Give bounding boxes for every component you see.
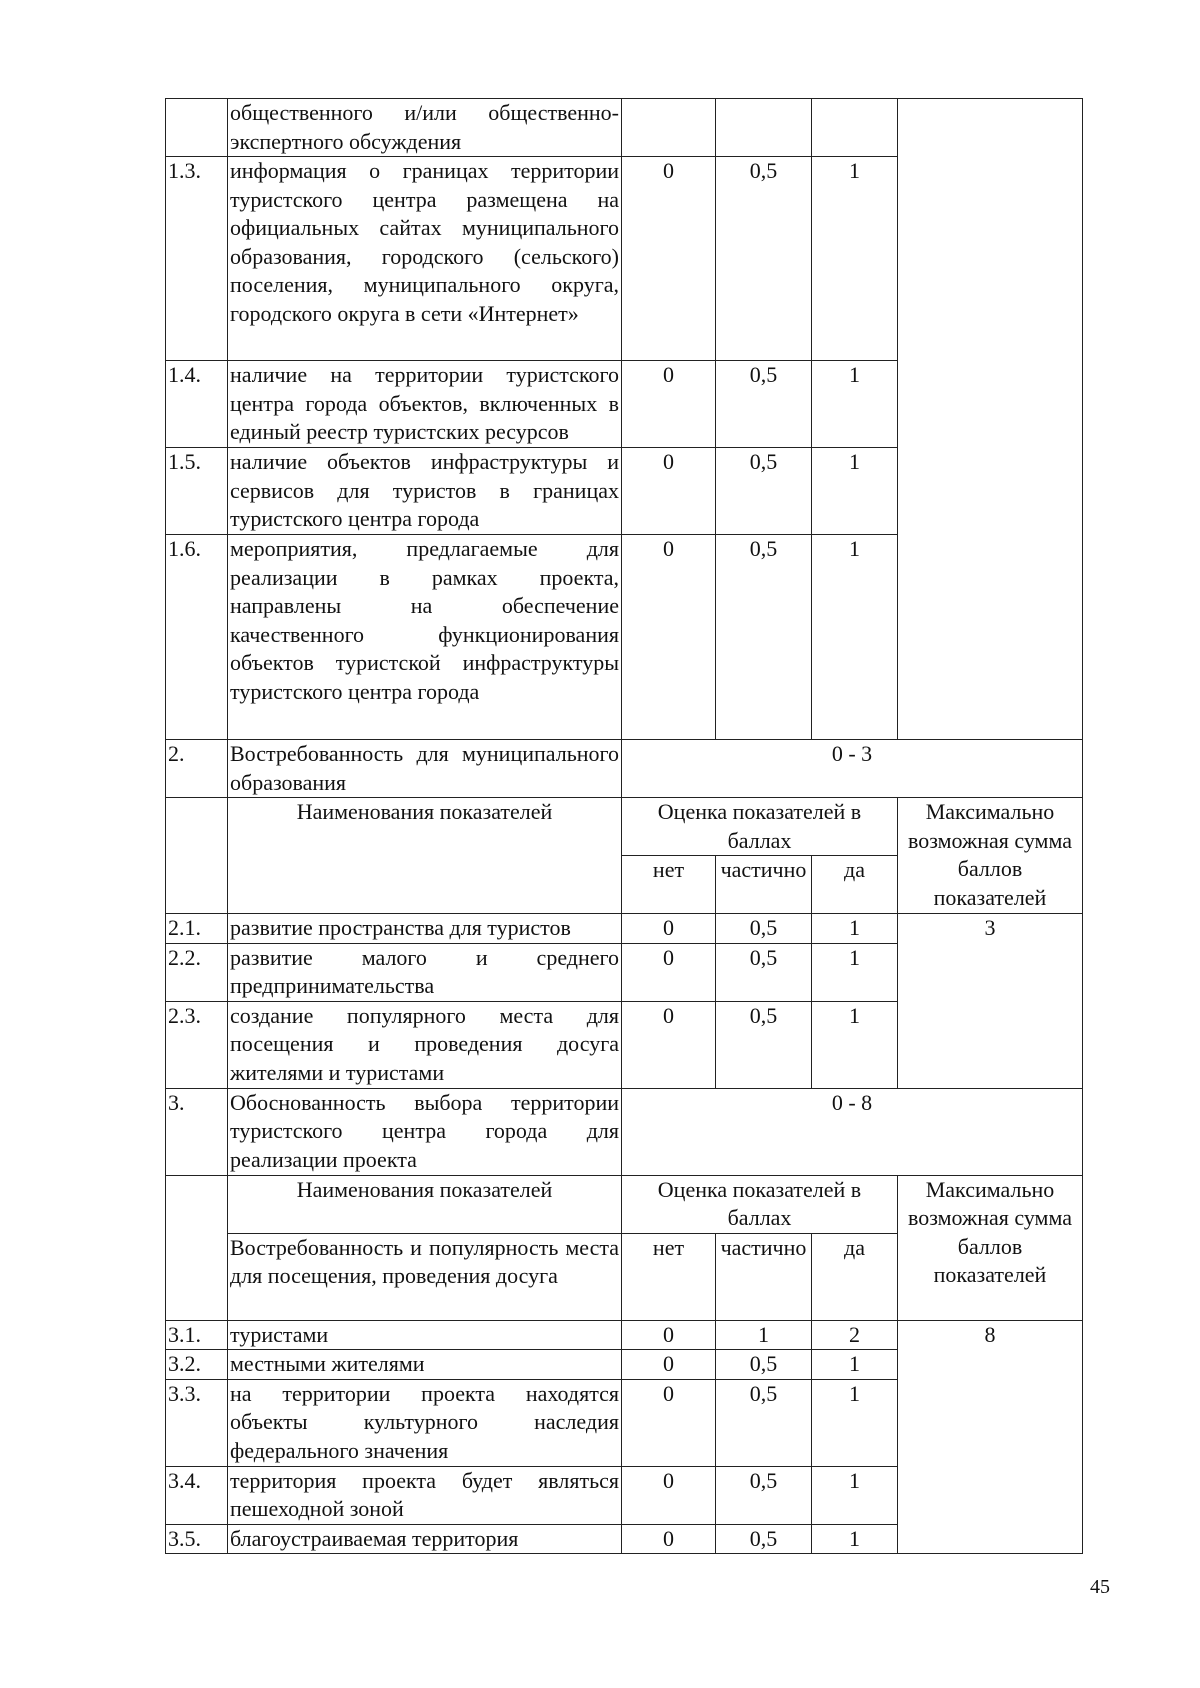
section-title: Востребованность для муниципального образования [228, 740, 622, 798]
section-range: 0 - 8 [622, 1088, 1083, 1175]
no-header: нет [622, 1233, 716, 1320]
yes-header: да [812, 1233, 898, 1320]
indicator-text: мероприятия, предлагаемые для реализации в рамках проекта, направлены на обеспечение качественного функционирования объектов туристской инфраструктуры туристского центра города [228, 535, 622, 740]
score-yes: 1 [812, 1350, 898, 1380]
score-no [622, 99, 716, 157]
indicator-text: территория проекта будет являться пешеходной зоной [228, 1466, 622, 1524]
score-no: 0 [622, 1350, 716, 1380]
score-no: 0 [622, 361, 716, 448]
row-number: 1.6. [166, 535, 228, 740]
row-number: 3.1. [166, 1320, 228, 1350]
indicator-text: информация о границах территории туристского центра размещена на официальных сайтах муниципального образования, городского (сельского) поселения, муниципального округа, городского округа в сети «Интернет» [228, 157, 622, 361]
score-header: Оценка показателей в баллах [622, 798, 898, 856]
score-partial: 1 [716, 1320, 812, 1350]
score-partial: 0,5 [716, 1524, 812, 1554]
row-number: 3.3. [166, 1379, 228, 1466]
row-number [166, 99, 228, 157]
table-row [166, 99, 1083, 157]
indicator-text: наличие объектов инфраструктуры и сервисов для туристов в границах туристского центра города [228, 448, 622, 535]
score-no: 0 [622, 1379, 716, 1466]
score-partial: 0,5 [716, 157, 812, 361]
score-yes: 1 [812, 943, 898, 1001]
score-no: 0 [622, 1466, 716, 1524]
score-yes: 1 [812, 914, 898, 944]
section-number: 2. [166, 740, 228, 798]
score-yes: 1 [812, 1379, 898, 1466]
section-title: Обоснованность выбора территории туристского центра города для реализации проекта [228, 1088, 622, 1175]
indicator-text: наличие на территории туристского центра города объектов, включенных в единый реестр туристских ресурсов [228, 361, 622, 448]
yes-header: да [812, 856, 898, 914]
row-number: 2.3. [166, 1001, 228, 1088]
table-row [166, 914, 1083, 944]
score-no: 0 [622, 1001, 716, 1088]
score-partial: 0,5 [716, 448, 812, 535]
max-sum-header: Максимально возможная сумма баллов показателей [898, 798, 1083, 914]
max-sum-header: Максимально возможная сумма баллов показателей [898, 1175, 1083, 1320]
score-yes: 1 [812, 157, 898, 361]
indicator-text: создание популярного места для посещения и проведения досуга жителями и туристами [228, 1001, 622, 1088]
indicator-text: местными жителями [228, 1350, 622, 1380]
score-partial: 0,5 [716, 1379, 812, 1466]
header-row [166, 1175, 1083, 1233]
section-row [166, 740, 1083, 798]
score-no: 0 [622, 943, 716, 1001]
row-number: 2.2. [166, 943, 228, 1001]
score-no: 0 [622, 1524, 716, 1554]
table-row [166, 1320, 1083, 1350]
indicator-text: благоустраиваемая территория [228, 1524, 622, 1554]
row-number: 3.4. [166, 1466, 228, 1524]
score-yes: 1 [812, 448, 898, 535]
score-no: 0 [622, 914, 716, 944]
max-sum-value: 8 [898, 1320, 1083, 1554]
score-no: 0 [622, 157, 716, 361]
score-yes: 1 [812, 1524, 898, 1554]
indicator-text: развитие пространства для туристов [228, 914, 622, 944]
score-yes: 2 [812, 1320, 898, 1350]
score-yes: 1 [812, 535, 898, 740]
partial-header: частично [716, 856, 812, 914]
score-partial: 0,5 [716, 1350, 812, 1380]
score-partial: 0,5 [716, 914, 812, 944]
partial-header: частично [716, 1233, 812, 1320]
row-number: 3.2. [166, 1350, 228, 1380]
score-yes: 1 [812, 361, 898, 448]
score-no: 0 [622, 448, 716, 535]
page-number: 45 [1090, 1576, 1110, 1598]
row-number: 1.3. [166, 157, 228, 361]
indicators-header: Наименования показателей [228, 798, 622, 914]
header-row [166, 798, 1083, 856]
score-header: Оценка показателей в баллах [622, 1175, 898, 1233]
max-sum-value: 3 [898, 914, 1083, 1089]
score-no: 0 [622, 535, 716, 740]
row-number: 1.5. [166, 448, 228, 535]
indicators-header: Наименования показателей [228, 1175, 622, 1233]
score-yes: 1 [812, 1466, 898, 1524]
indicator-text: развитие малого и среднего предпринимательства [228, 943, 622, 1001]
row-number: 3.5. [166, 1524, 228, 1554]
section-range: 0 - 3 [622, 740, 1083, 798]
score-no: 0 [622, 1320, 716, 1350]
indicator-text: общественного и/или общественно-экспертного обсуждения [228, 99, 622, 157]
criteria-table [165, 98, 1083, 1554]
score-partial: 0,5 [716, 535, 812, 740]
indicator-text: туристами [228, 1320, 622, 1350]
row-number: 2.1. [166, 914, 228, 944]
score-partial: 0,5 [716, 361, 812, 448]
score-partial: 0,5 [716, 1466, 812, 1524]
score-partial [716, 99, 812, 157]
score-yes [812, 99, 898, 157]
section-number: 3. [166, 1088, 228, 1175]
max-sum-cell [898, 99, 1083, 740]
score-partial: 0,5 [716, 943, 812, 1001]
indicator-text: на территории проекта находятся объекты культурного наследия федерального значения [228, 1379, 622, 1466]
row-number: 1.4. [166, 361, 228, 448]
score-partial: 0,5 [716, 1001, 812, 1088]
section-row [166, 1088, 1083, 1175]
indicators-subheader: Востребованность и популярность места для посещения, проведения досуга [228, 1233, 622, 1320]
no-header: нет [622, 856, 716, 914]
score-yes: 1 [812, 1001, 898, 1088]
